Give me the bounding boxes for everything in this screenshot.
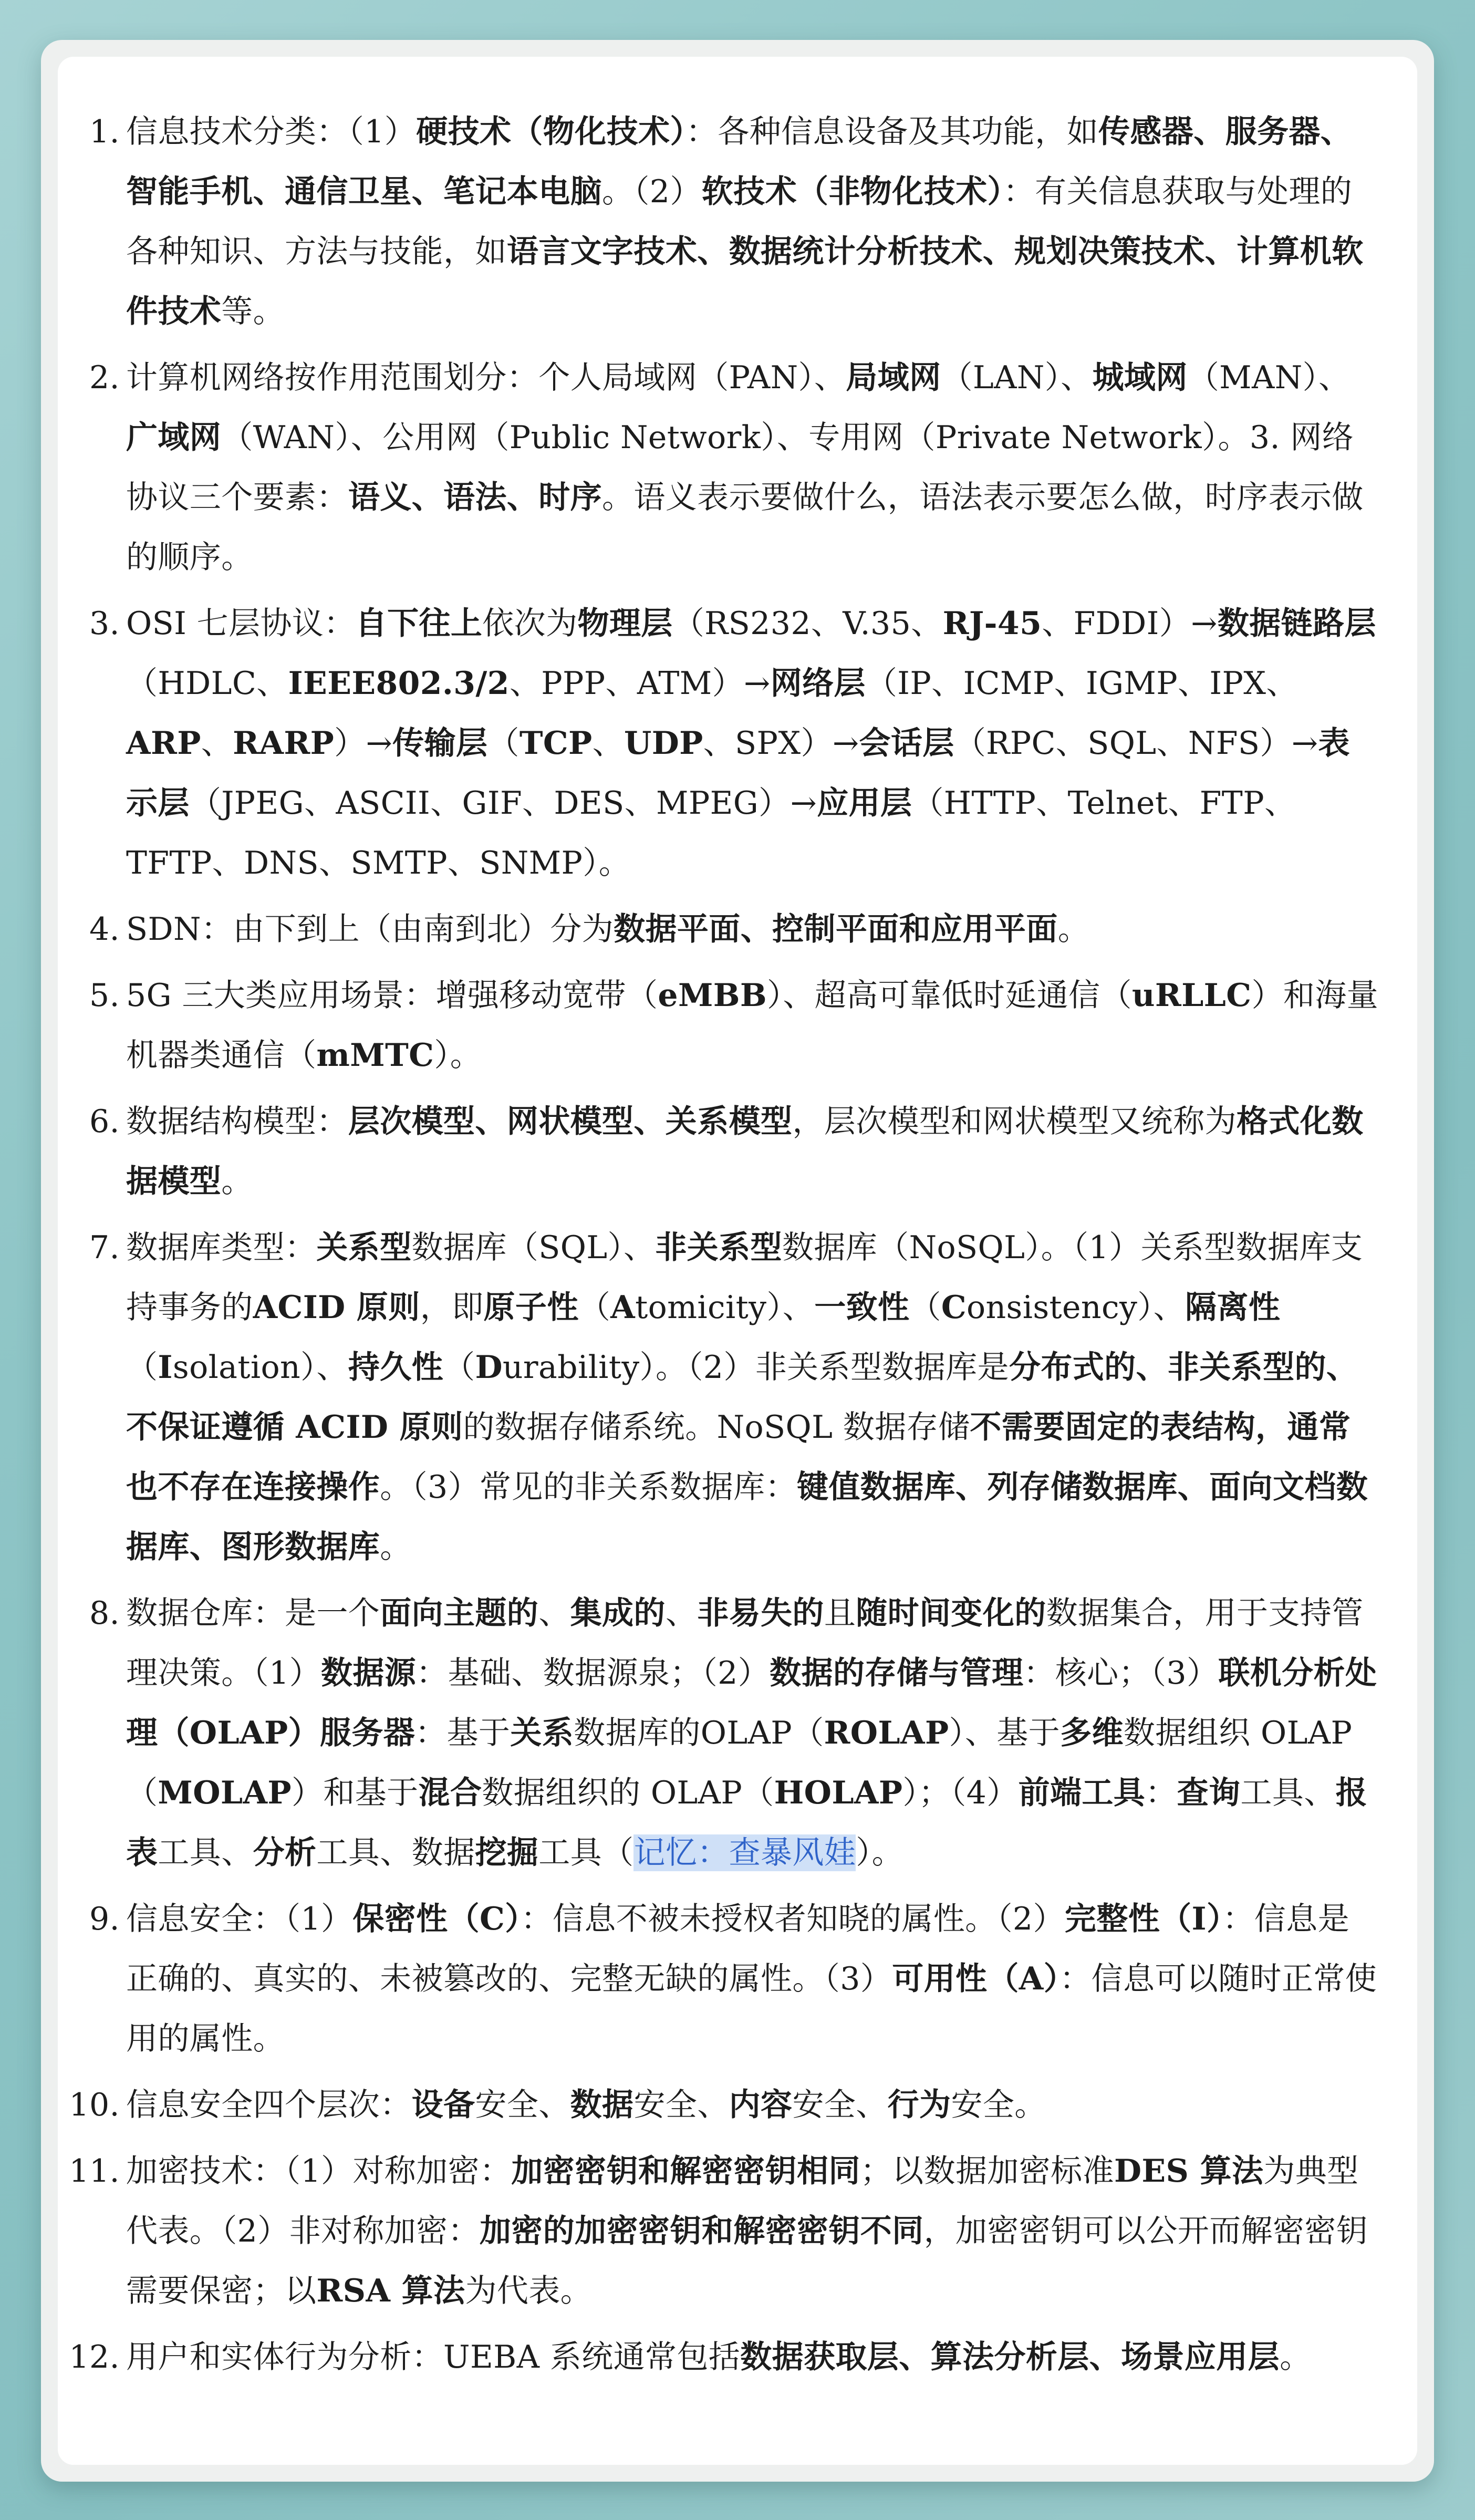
item-text-run: 工具（: [538, 1834, 634, 1871]
item-text-run: ：有关信息获取与处理的各种知识、方法与技能，如: [126, 173, 1353, 270]
item-text-bold: 挖掘: [475, 1834, 539, 1871]
item-text-run: 。（2）: [602, 173, 702, 210]
item-number: 3.: [89, 605, 120, 642]
item-text-run: 数据组织 OLAP（: [126, 1715, 1353, 1811]
item-text-run: 数据组织的 OLAP（: [482, 1775, 774, 1811]
item-text-bold: D: [475, 1349, 503, 1386]
item-text-run: tomicity）、: [635, 1289, 815, 1326]
item-text-bold: 可用性（A）: [892, 1961, 1060, 1997]
item-text-bold: 语义、语法、时序: [348, 479, 603, 516]
item-number: 9.: [89, 1901, 120, 1937]
item-text-bold: uRLLC: [1131, 977, 1252, 1014]
item-text-run: SDN：由下到上（由南到北）分为: [126, 911, 614, 948]
item-text-run: ：信息可以随时正常使用的属性。: [126, 1961, 1377, 2057]
item-number: 2.: [89, 359, 120, 396]
item-number: 5.: [89, 977, 120, 1014]
item-text-run: solation）、: [172, 1349, 348, 1386]
item-text-bold: 分析: [253, 1834, 317, 1871]
item-text-run: 。: [380, 1529, 412, 1565]
item-text-bold: 一致性: [814, 1289, 910, 1326]
item-text-run: ：: [1145, 1775, 1177, 1811]
item-text-bold: 关系型: [316, 1229, 412, 1266]
item-text-run: ）。: [856, 1834, 904, 1871]
item-text-run: ；以数据加密标准: [860, 2153, 1114, 2190]
list-item: [58, 2075, 1417, 2135]
item-text: [126, 911, 1089, 948]
item-text-run: OSI 七层协议：: [126, 605, 356, 642]
list-item: [58, 1583, 1417, 1883]
item-text-bold: 网络层: [770, 665, 866, 702]
item-text-run: 数据库类型：: [126, 1229, 317, 1266]
list-item: [58, 2327, 1417, 2387]
item-text-bold: 查询: [1177, 1775, 1241, 1811]
item-number: 4.: [89, 911, 120, 948]
item-text-bold: 分布式的、非关系型的、不保证遵循 ACID 原则: [126, 1349, 1358, 1446]
item-text-run: 、: [592, 725, 624, 762]
item-text-run: 。: [1057, 911, 1090, 948]
item-number: 6.: [89, 1103, 120, 1140]
item-text-bold: 报表: [126, 1775, 1368, 1871]
item-text-run: 信息安全四个层次：: [126, 2087, 412, 2123]
item-text: [126, 1901, 1377, 2057]
item-text-bold: 物理层: [577, 605, 673, 642]
item-text-run: ）。: [434, 1037, 482, 1074]
item-text-run: （: [487, 725, 520, 762]
item-text: [126, 605, 1376, 882]
item-text-run: 数据结构模型：: [126, 1103, 348, 1140]
item-text-bold: 多维: [1060, 1715, 1124, 1751]
item-text-bold: 语言文字技术、数据统计分析技术、规划决策技术、计算机软件技术: [126, 233, 1364, 330]
item-text-run: urability）。（2）非关系型数据库是: [502, 1349, 1009, 1386]
item-text-run: （MAN）、: [1187, 359, 1351, 396]
item-text-run: ：核心；（3）: [1023, 1655, 1219, 1692]
item-text: [126, 2339, 1311, 2376]
item-text-run: ，即: [420, 1289, 484, 1326]
item-text-bold: ROLAP: [824, 1715, 949, 1751]
item-text-bold: 表示层: [126, 725, 1350, 822]
item-text-run: 安全。: [951, 2087, 1046, 2123]
item-text-bold: ARP: [126, 725, 201, 762]
notes-card: [58, 57, 1417, 2465]
item-text-run: 、: [665, 1595, 698, 1632]
item-text-bold: 传感器、服务器、智能手机、通信卫星、笔记本电脑: [126, 113, 1353, 210]
item-text-bold: 软技术（非物化技术）: [701, 173, 1003, 210]
item-text-bold: 加密密钥和解密密钥相同: [511, 2153, 860, 2190]
item-text-run: （HTTP、Telnet、FTP、TFTP、DNS、SMTP、SNMP）。: [126, 785, 1296, 882]
item-number: 11.: [69, 2153, 120, 2190]
list-item: [58, 966, 1417, 1085]
item-text-run: ：信息不被未授权者知晓的属性。（2）: [521, 1901, 1065, 1937]
list-item: [58, 899, 1417, 959]
item-text-bold: 完整性（I）: [1064, 1901, 1223, 1937]
item-text-run: 。语义表示要做什么，语法表示要怎么做，时序表示做的顺序。: [126, 479, 1364, 576]
item-text-run: ，层次模型和网状模型又统称为: [792, 1103, 1237, 1140]
item-text-run: 信息技术分类：（1）: [126, 113, 417, 150]
item-text-run: 数据仓库：是一个: [126, 1595, 380, 1632]
item-text-bold: 局域网: [846, 359, 941, 396]
item-number: 12.: [69, 2339, 120, 2376]
item-text-bold: 联机分析处理（OLAP）服务器: [126, 1655, 1377, 1751]
list-item: [58, 1092, 1417, 1211]
item-text-run: （: [126, 1349, 158, 1386]
item-text-run: 、: [538, 1595, 570, 1632]
item-text-run: 安全、: [633, 2087, 729, 2123]
item-text-bold: 层次模型、网状模型、关系模型: [348, 1103, 793, 1140]
item-text: [126, 1103, 1364, 1200]
item-text-bold: 行为: [887, 2087, 951, 2123]
item-text-run: 5G 三大类应用场景：增强移动宽带（: [126, 977, 658, 1014]
item-text-run: ）；（4）: [902, 1775, 1019, 1811]
item-text-run: ）和基于: [291, 1775, 419, 1811]
item-text-run: （WAN）、公用网（Public Network）、专用网（Private Network）。3. 网络协议三个要素：: [126, 419, 1354, 516]
item-text-run: 。: [1280, 2339, 1312, 2376]
item-text-run: 等。: [221, 293, 285, 330]
item-text-bold: 非关系型: [655, 1229, 782, 1266]
item-text-run: ）、超高可靠低时延通信（: [767, 977, 1132, 1014]
item-text-bold: RARP: [233, 725, 335, 762]
item-number: 7.: [89, 1229, 120, 1266]
item-text-bold: 非易失的: [697, 1595, 824, 1632]
item-text-run: 安全、: [475, 2087, 570, 2123]
item-text-bold: ACID 原则: [253, 1289, 420, 1326]
item-text-bold: TCP: [519, 725, 593, 762]
item-text-run: （RPC、SQL、NFS）→: [954, 725, 1318, 762]
item-text-bold: 格式化数据模型: [126, 1103, 1364, 1200]
item-text-run: 工具、: [1240, 1775, 1336, 1811]
item-text-run: （: [443, 1349, 475, 1386]
item-text-run: ）和海量机器类通信（: [126, 977, 1379, 1074]
item-text-run: 数据库（NoSQL）。（1）关系型数据库支持事务的: [126, 1229, 1363, 1326]
list-item: [58, 2141, 1417, 2321]
item-text-bold: IEEE802.3/2: [288, 665, 510, 702]
item-text-bold: C: [941, 1289, 967, 1326]
item-text-bold: 键值数据库、列存储数据库、面向文档数据库、图形数据库: [126, 1469, 1368, 1565]
item-text-bold: DES 算法: [1114, 2153, 1264, 2190]
item-text: [126, 359, 1364, 576]
item-text-run: onsistency）、: [966, 1289, 1186, 1326]
item-text-bold: 数据获取层、算法分析层、场景应用层: [740, 2339, 1280, 2376]
list-item: [58, 594, 1417, 893]
item-number: 1.: [89, 113, 120, 150]
item-text-bold: mMTC: [316, 1037, 434, 1074]
item-text-run: ）、基于: [949, 1715, 1061, 1751]
item-text-bold: 面向主题的: [380, 1595, 539, 1632]
item-text-bold: 保密性（C）: [352, 1901, 521, 1937]
item-text-run: 信息安全：（1）: [126, 1901, 353, 1937]
item-text-run: 。: [221, 1163, 253, 1200]
item-text-bold: HOLAP: [774, 1775, 903, 1811]
item-text-bold: I: [158, 1349, 173, 1386]
notes-list: [58, 102, 1417, 2393]
item-text-bold: 数据平面、控制平面和应用平面: [614, 911, 1058, 948]
item-text-run: （JPEG、ASCII、GIF、DES、MPEG）→: [189, 785, 817, 822]
item-text-bold: 硬技术（物化技术）: [416, 113, 686, 150]
item-text-run: 。（3）常见的非关系数据库：: [380, 1469, 797, 1506]
list-item: [58, 1889, 1417, 2069]
item-text-run: 数据库（SQL）、: [411, 1229, 656, 1266]
item-text-run: ：信息是正确的、真实的、未被篡改的、完整无缺的属性。（3）: [126, 1901, 1349, 1997]
item-text-bold: 数据: [570, 2087, 634, 2123]
item-text-run: 且: [824, 1595, 856, 1632]
item-text-run: 数据库的OLAP（: [574, 1715, 824, 1751]
item-text-run: 、FDDI）→: [1042, 605, 1218, 642]
item-text-run: ：基础、数据源泉；（2）: [416, 1655, 770, 1692]
item-text-run: ：各种信息设备及其功能，如: [685, 113, 1098, 150]
item-text-run: 计算机网络按作用范围划分：个人局域网（PAN）、: [126, 359, 846, 396]
item-text-run: （LAN）、: [941, 359, 1093, 396]
item-text-run: 为代表。: [465, 2273, 593, 2309]
item-text-bold: 广域网: [126, 419, 222, 456]
item-text-bold: 关系: [510, 1715, 574, 1751]
item-text-run: （: [578, 1289, 611, 1326]
item-text: [126, 1595, 1377, 1871]
item-text-bold: 不需要固定的表结构，通常也不存在连接操作: [126, 1409, 1351, 1506]
item-text-bold: 城域网: [1092, 359, 1188, 396]
item-text-bold: 内容: [729, 2087, 793, 2123]
item-text: [126, 2153, 1368, 2309]
item-text-run: 依次为: [482, 605, 578, 642]
item-text: [126, 977, 1378, 1074]
item-text-bold: 数据链路层: [1217, 605, 1376, 642]
item-text-run: ）→: [334, 725, 393, 762]
item-number: 8.: [89, 1595, 120, 1632]
item-text-bold: 应用层: [817, 785, 912, 822]
item-text-run: 、SPX）→: [703, 725, 859, 762]
item-text-bold: 原子性: [483, 1289, 579, 1326]
item-text-bold: 自下往上: [355, 605, 483, 642]
item-text-run: （IP、ICMP、IGMP、IPX、: [865, 665, 1298, 702]
list-item: [58, 102, 1417, 341]
item-text-bold: 传输层: [392, 725, 488, 762]
item-text-run: 工具、: [158, 1834, 253, 1871]
item-text-bold: 加密的加密密钥和解密密钥不同: [479, 2213, 924, 2249]
item-text-run: 安全、: [792, 2087, 888, 2123]
item-text-bold: 隔离性: [1185, 1289, 1281, 1326]
item-text-bold: 数据源: [320, 1655, 417, 1692]
item-text-run: 工具、数据: [316, 1834, 475, 1871]
list-item: [58, 1218, 1417, 1577]
item-text-run: （RS232、V.35、: [672, 605, 943, 642]
item-text-run: 加密技术：（1）对称加密：: [126, 2153, 512, 2190]
card-frame: [41, 40, 1434, 2482]
item-text-run: ，加密密钥可以公开而解密密钥需要保密；以: [126, 2213, 1368, 2309]
item-text-run: 、: [201, 725, 233, 762]
item-text-run: （HDLC、: [126, 665, 288, 702]
item-number: 10.: [69, 2087, 120, 2123]
item-text-run: 的数据存储系统。NoSQL 数据存储: [463, 1409, 970, 1446]
item-text-bold: A: [610, 1289, 636, 1326]
item-text-bold: 集成的: [570, 1595, 666, 1632]
item-text-run: 数据集合，用于支持管理决策。（1）: [126, 1595, 1364, 1692]
item-text-run: ：基于: [415, 1715, 511, 1751]
item-text-bold: 混合: [418, 1775, 482, 1811]
item-text-bold: 数据的存储与管理: [770, 1655, 1024, 1692]
memory-tip-highlight: 记忆：查暴风娃: [633, 1834, 856, 1871]
item-text-bold: 持久性: [348, 1349, 444, 1386]
item-text-bold: UDP: [624, 725, 703, 762]
item-text-bold: 会话层: [859, 725, 954, 762]
item-text-run: 用户和实体行为分析：UEBA 系统通常包括: [126, 2339, 741, 2376]
item-text: [126, 113, 1364, 330]
item-text-bold: eMBB: [658, 977, 767, 1014]
item-text-bold: 随时间变化的: [856, 1595, 1046, 1632]
item-text-run: 、PPP、ATM）→: [509, 665, 771, 702]
item-text-run: 为典型代表。（2）非对称加密：: [126, 2153, 1359, 2249]
item-text-bold: 设备: [411, 2087, 475, 2123]
item-text-bold: MOLAP: [158, 1775, 292, 1811]
item-text: [126, 2087, 1046, 2123]
item-text-bold: 前端工具: [1018, 1775, 1146, 1811]
item-text-bold: RSA 算法: [316, 2273, 465, 2309]
list-item: [58, 348, 1417, 587]
item-text-bold: RJ-45: [942, 605, 1042, 642]
item-text-run: （: [909, 1289, 941, 1326]
item-text: [126, 1229, 1368, 1565]
